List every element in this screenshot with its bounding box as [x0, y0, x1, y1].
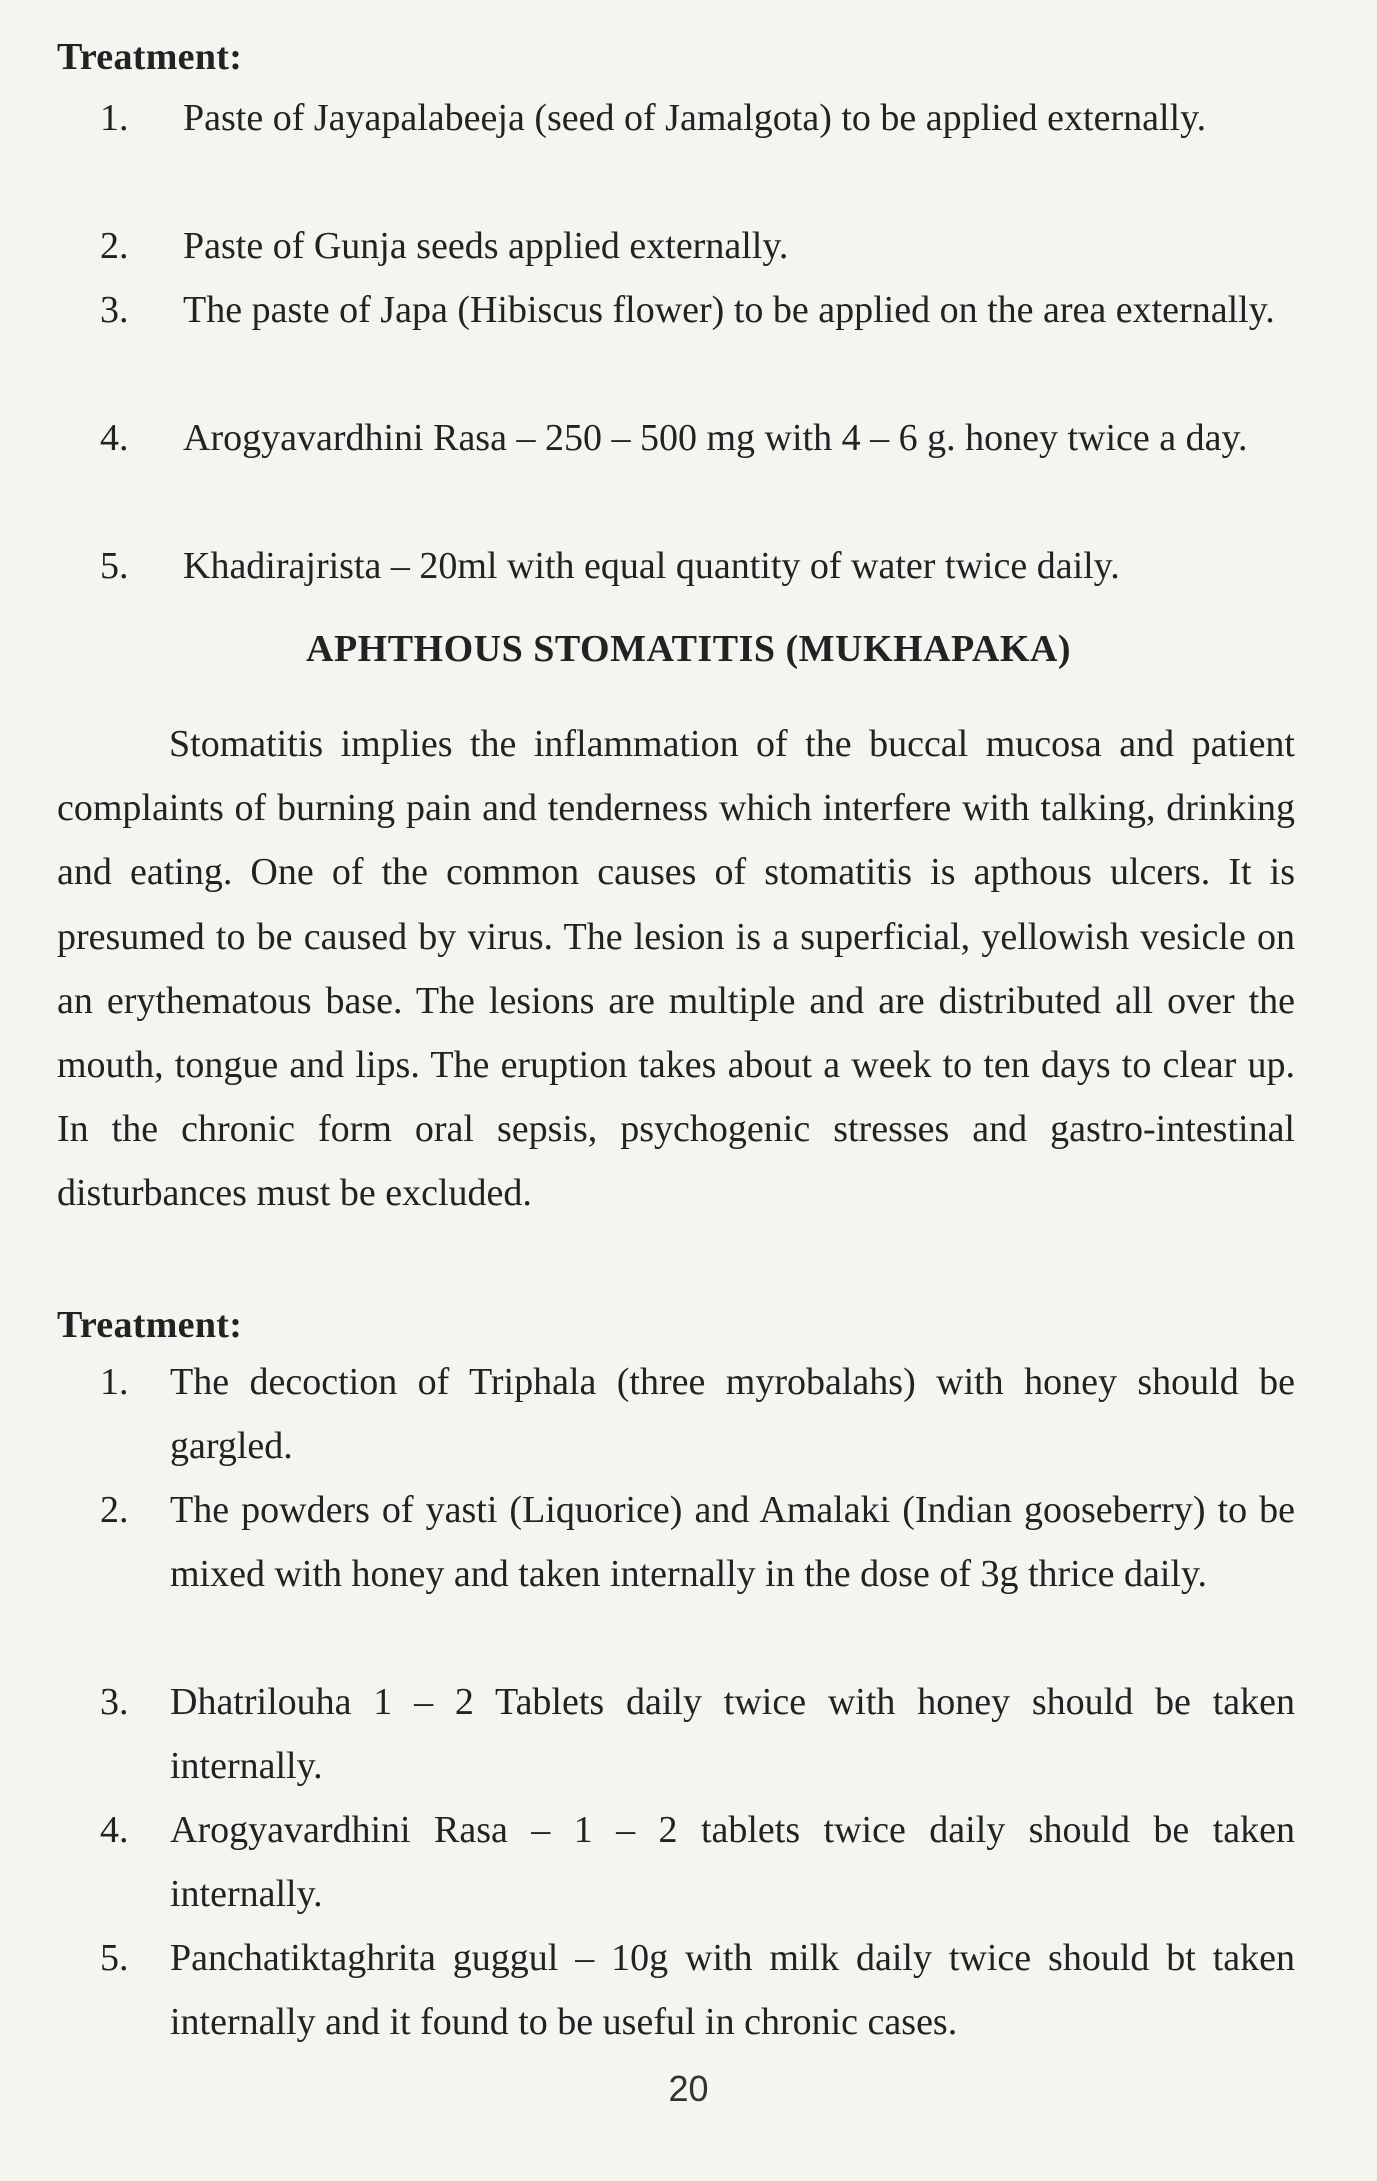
list-item-text: Dhatrilouha 1 – 2 Tablets daily twice with honey should be taken internally. — [170, 1681, 1295, 1787]
list-item-text: Paste of Jayapalabeeja (seed of Jamalgota) to be applied externally. — [183, 97, 1207, 139]
list-item-number: 1. — [100, 97, 129, 139]
list-item-text: Paste of Gunja seeds applied externally. — [183, 225, 789, 267]
list-item-number: 1. — [100, 1361, 129, 1403]
list-item-number: 5. — [100, 545, 129, 587]
list-item-number: 4. — [100, 1809, 129, 1851]
list-item-text: Arogyavardhini Rasa – 1 – 2 tablets twice daily should be taken internally. — [170, 1809, 1295, 1915]
list-item-text: The decoction of Triphala (three myrobalahs) with honey should be gargled. — [170, 1361, 1295, 1467]
list-item-text: The paste of Japa (Hibiscus flower) to be applied on the area externally. — [183, 289, 1275, 331]
treatment-heading-2: Treatment: — [57, 1304, 243, 1346]
body-paragraph: Stomatitis implies the inflammation of the buccal mucosa and patient complaints of burning pain and tenderness which interfere with talking, drinking and eating. One of the common causes of stomatitis is apthous ulcers. It is presumed to be caused by virus. The lesion is a superficial, yellowish vesicle on an erythematous base. The lesions are multiple and are distributed all over the mouth, tongue and lips. The eruption takes about a week to ten days to clear up. In the chronic form oral sepsis, psychogenic stresses and gastro-intestinal disturbances must be excluded. — [57, 723, 1295, 1215]
page-number: 20 — [668, 2068, 709, 2109]
list-item-text: Khadirajrista – 20ml with equal quantity of water twice daily. — [183, 545, 1120, 587]
list-item-text: The powders of yasti (Liquorice) and Amalaki (Indian gooseberry) to be mixed with honey and taken internally in the dose of 3g thrice daily. — [170, 1489, 1295, 1595]
list-item-number: 5. — [100, 1937, 129, 1979]
list-item-text: Arogyavardhini Rasa – 250 – 500 mg with 4 – 6 g. honey twice a day. — [183, 417, 1248, 459]
list-item-number: 2. — [100, 225, 129, 267]
list-item-number: 2. — [100, 1489, 129, 1531]
list-item-number: 4. — [100, 417, 129, 459]
list-item-number: 3. — [100, 1681, 129, 1723]
list-item-text: Panchatiktaghrita guggul – 10g with milk daily twice should bt taken internally and it found to be useful in chronic cases. — [170, 1937, 1295, 2043]
section-title: APHTHOUS STOMATITIS (MUKHAPAKA) — [306, 628, 1071, 670]
treatment-heading-1: Treatment: — [57, 36, 243, 78]
list-item-number: 3. — [100, 289, 129, 331]
